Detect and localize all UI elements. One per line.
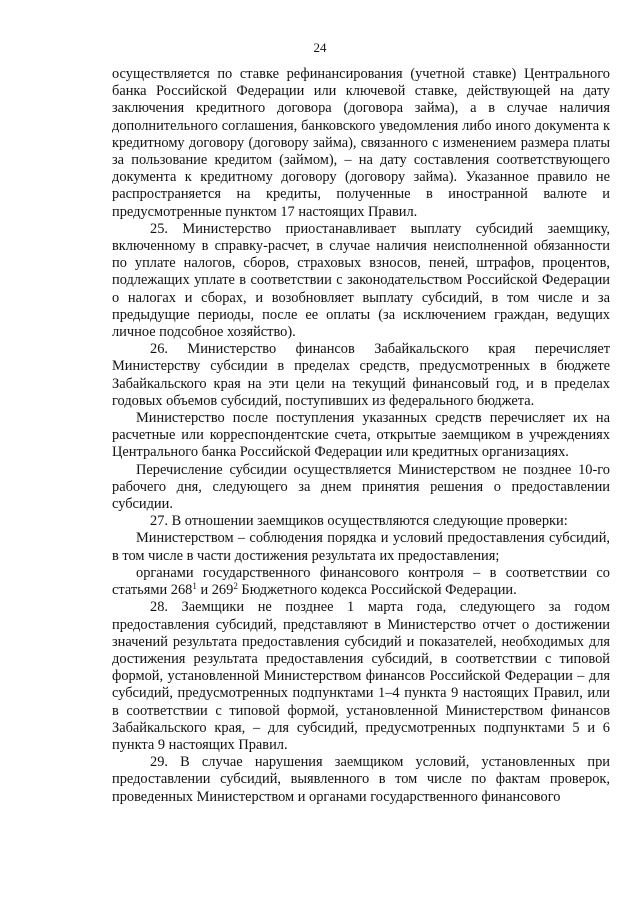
paragraph-27b-text-end: Бюджетного кодекса Российской Федерации. bbox=[237, 582, 517, 599]
paragraph-27b-text-start: органами государственного финансового контроля – в соответствии со статьями 268 bbox=[112, 564, 610, 599]
paragraph-27-ministry-check: Министерством – соблюдения порядка и условий предоставления субсидий, в том числе в части достижения результата их предоставления; bbox=[112, 530, 610, 564]
paragraph-27: 27. В отношении заемщиков осуществляются следующие проверки: bbox=[150, 513, 568, 530]
paragraph-26-transfer: Министерство после поступления указанных средств перечисляет их на расчетные или корреспондентские счета, открытые заемщиком в учреждениях Центрального банка Российской Федерации или кредитных организациях. bbox=[112, 410, 610, 461]
paragraph-29: 29. В случае нарушения заемщиком условий, установленных при предоставлении субсидий, выявленного в том числе по фактам проверок, проведенных Министерством и органами государственного финансового bbox=[112, 754, 610, 805]
paragraph-25: 25. Министерство приостанавливает выплату субсидий заемщику, включенному в справку-расчет, в случае наличия неисполненной обязанности по уплате налогов, сборов, страховых взносов, пеней, штрафов, процентов, подлежащих уплате в соответствии с законодательством Российской Федерации о налогах и сборах, и возобновляет выплату субсидий, в том числе и за предыдущие периоды, после ее оплаты (за исключением граждан, ведущих личное подсобное хозяйство). bbox=[112, 220, 610, 341]
paragraph-26-deadline: Перечисление субсидии осуществляется Министерством не позднее 10-го рабочего дня, следующего за днем принятия решения о предоставлении субсидии. bbox=[112, 461, 610, 513]
paragraph-27b-text-middle: и 269 bbox=[196, 582, 234, 599]
article-268-superscript: 1 bbox=[192, 581, 197, 592]
paragraph-27-state-control-check bbox=[112, 565, 610, 599]
paragraph-28: 28. Заемщики не позднее 1 марта года, следующего за годом предоставления субсидий, представляют в Министерство отчет о достижении значений результата предоставления субсидий и показателей, необходимых для достижения результата предоставления субсидий, в соответствии с типовой формой, установленной Министерством финансов Российской Федерации – для субсидий, предусмотренных подпунктами 1–4 пункта 9 настоящих Правил, или в соответствии с типовой формой, установленной Министерством финансов Забайкальского края, – для субсидий, предусмотренных подпунктами 5 и 6 пункта 9 настоящих Правил. bbox=[112, 599, 610, 753]
paragraph-continuation: осуществляется по ставке рефинансирования (учетной ставке) Центрального банка Российской Федерации или ключевой ставке, действующей на дату заключения кредитного договора (договора займа), а в случае наличия дополнительного соглашения, банковского уведомления либо иного документа к кредитному договору (договору займа), связанного с изменением размера платы за пользование кредитом (займом), – на дату составления соответствующего документа к кредитному договору (договору займа). Указанное правило не распространяется на кредиты, полученные в иностранной валюте и предусмотренные пунктом 17 настоящих Правил. bbox=[112, 66, 610, 220]
document-body bbox=[112, 66, 610, 806]
page-number: 24 bbox=[313, 40, 327, 55]
article-269-superscript: 2 bbox=[233, 581, 238, 592]
paragraph-26: 26. Министерство финансов Забайкальского края перечисляет Министерству субсидии в пределах средств, предусмотренных в бюджете Забайкальского края на эти цели на текущий финансовый год, и в пределах годовых объемов субсидий, поступивших из федерального бюджета. bbox=[112, 341, 610, 409]
